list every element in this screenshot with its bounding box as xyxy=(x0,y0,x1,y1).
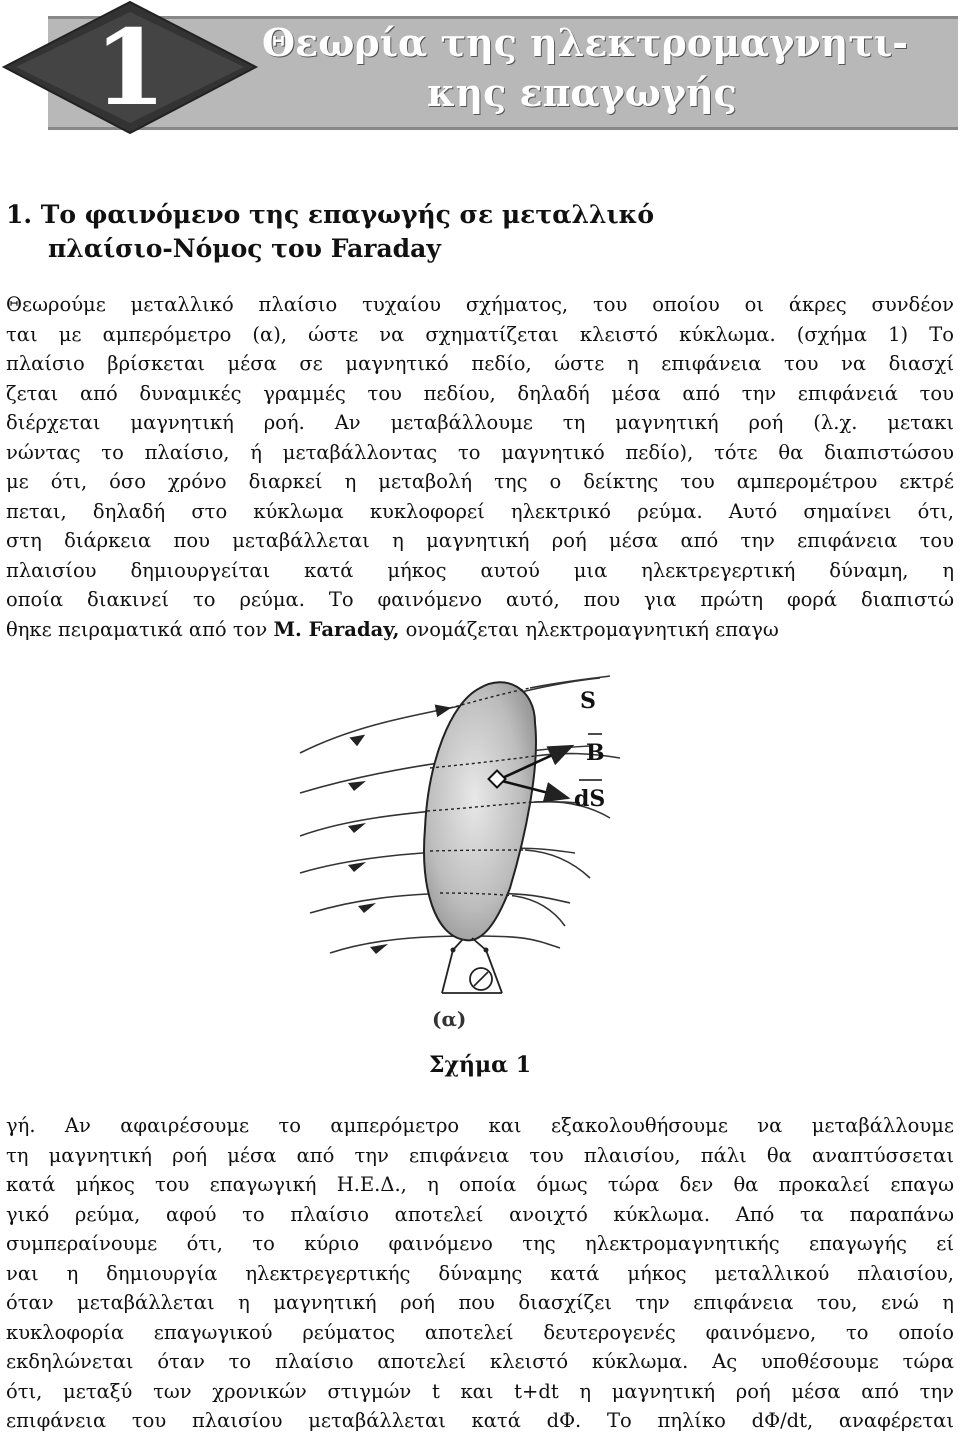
label-dS: dS xyxy=(574,786,606,812)
chapter-title-line-2: κης επαγωγής xyxy=(427,70,737,115)
ammeter-icon xyxy=(470,968,492,990)
text-line: τη μαγνητική ροή μέσα από την επιφάνεια του πλαισίου, πάλι θα αναπτύσσεται xyxy=(6,1143,954,1167)
figure-caption: Σχήμα 1 xyxy=(428,1052,532,1078)
section-heading-line-1: 1. Το φαινόμενο της επαγωγής σε μεταλλικό xyxy=(6,200,655,229)
text-line: γικό ρεύμα, αφού το πλαίσιο αποτελεί ανοιχτό κύκλωμα. Από τα παραπάνω xyxy=(6,1202,954,1226)
label-B: B xyxy=(586,740,605,766)
text-line: με ότι, όσο χρόνο διαρκεί η μεταβολή της ο δείκτης του αμπερομέτρου εκτρέ xyxy=(6,470,954,493)
chapter-title xyxy=(262,18,942,118)
chapter-title-line-1: Θεωρία της ηλεκτρομαγνητι- xyxy=(262,20,908,65)
text-line: κατά μήκος του επαγωγική Η.Ε.Δ., η οποία όμως τώρα δεν θα προκαλεί επαγω xyxy=(6,1173,954,1196)
text-line: ζεται από δυναμικές γραμμές του πεδίου, δηλαδή μέσα από την επιφάνειά του xyxy=(6,381,954,405)
label-S: S xyxy=(580,688,596,714)
text-line: Θεωρούμε μεταλλικό πλαίσιο τυχαίου σχήματος, του οποίου οι άκρες συνδέον xyxy=(6,293,954,316)
chapter-banner xyxy=(0,0,960,135)
faraday-name: M. Faraday, xyxy=(273,617,400,641)
text-line: συμπεραίνουμε ότι, το κύριο φαινόμενο της ηλεκτρομαγνητικής επαγωγής εί xyxy=(6,1232,954,1255)
text-line: κυκλοφορία επαγωγικού ρεύματος αποτελεί δευτερογενές φαινόμενο, το οποίο xyxy=(6,1320,954,1344)
figure-induction-loop xyxy=(290,668,670,1038)
paragraph-2 xyxy=(6,1111,954,1436)
text-line: πλαίσιο βρίσκεται μέσα σε μαγνητικό πεδίο, ώστε η επιφάνεια του να διασχί xyxy=(6,352,954,375)
label-ammeter: (α) xyxy=(432,1007,467,1031)
text-run: θηκε πειραματικά από τον xyxy=(6,617,274,641)
paragraph-1 xyxy=(6,290,954,644)
text-line: ότι, μεταξύ των χρονικών στιγμών t και t+dt η μαγνητική ροή μέσα από την xyxy=(6,1379,954,1403)
text-line: πεται, δηλαδή στο κύκλωμα κυκλοφορεί ηλεκτρικό ρεύμα. Αυτό σημαίνει ότι, xyxy=(6,499,954,523)
text-line: διέρχεται μαγνητική ροή. Αν μεταβάλλουμε τη μαγνητική ροή (λ.χ. μετακι xyxy=(6,411,954,434)
text-line: ναι η δημιουργία ηλεκτρεγερτικής δύναμης κατά μήκος μεταλλικού πλαισίου, xyxy=(6,1261,954,1285)
text-line: επιφάνεια του πλαισίου μεταβάλλεται κατά dΦ. Το πηλίκο dΦ/dt, αναφέρεται xyxy=(6,1409,954,1432)
chapter-number: 1 xyxy=(93,6,167,129)
text-line: εκδηλώνεται όταν το πλαίσιο αποτελεί κλειστό κύκλωμα. Ας υποθέσουμε τώρα xyxy=(6,1350,954,1373)
text-line xyxy=(6,615,954,645)
metal-loop xyxy=(424,682,536,940)
text-line: όταν μεταβάλλεται η μαγνητική ροή που διασχίζει την επιφάνεια του, ενώ η xyxy=(6,1291,954,1314)
text-line: πλαισίου δημιουργείται κατά μήκος αυτού μια ηλεκτρεγερτική δύναμη, η xyxy=(6,558,954,582)
section-heading-line-2: πλαίσιο-Νόμος του Faraday xyxy=(48,234,441,263)
text-line: στη διάρκεια που μεταβάλλεται η μαγνητική ροή μέσα από την επιφάνεια του xyxy=(6,529,954,552)
text-line: γή. Αν αφαιρέσουμε το αμπερόμετρο και εξακολουθήσουμε να μεταβάλλουμε xyxy=(6,1114,954,1137)
text-line: οποία διακινεί το ρεύμα. Το φαινόμενο αυτό, που για πρώτη φορά διαπιστώ xyxy=(6,588,954,611)
text-run: ονομάζεται ηλεκτρομαγνητική επαγω xyxy=(399,617,779,641)
text-line: νώντας το πλαίσιο, ή μεταβάλλοντας το μαγνητικό πεδίο), τότε θα διαπιστώσου xyxy=(6,440,954,464)
text-line: ται με αμπερόμετρο (α), ώστε να σχηματίζεται κλειστό κύκλωμα. (σχήμα 1) Το xyxy=(6,322,954,346)
section-heading xyxy=(6,198,706,266)
field-arrows xyxy=(348,735,388,954)
